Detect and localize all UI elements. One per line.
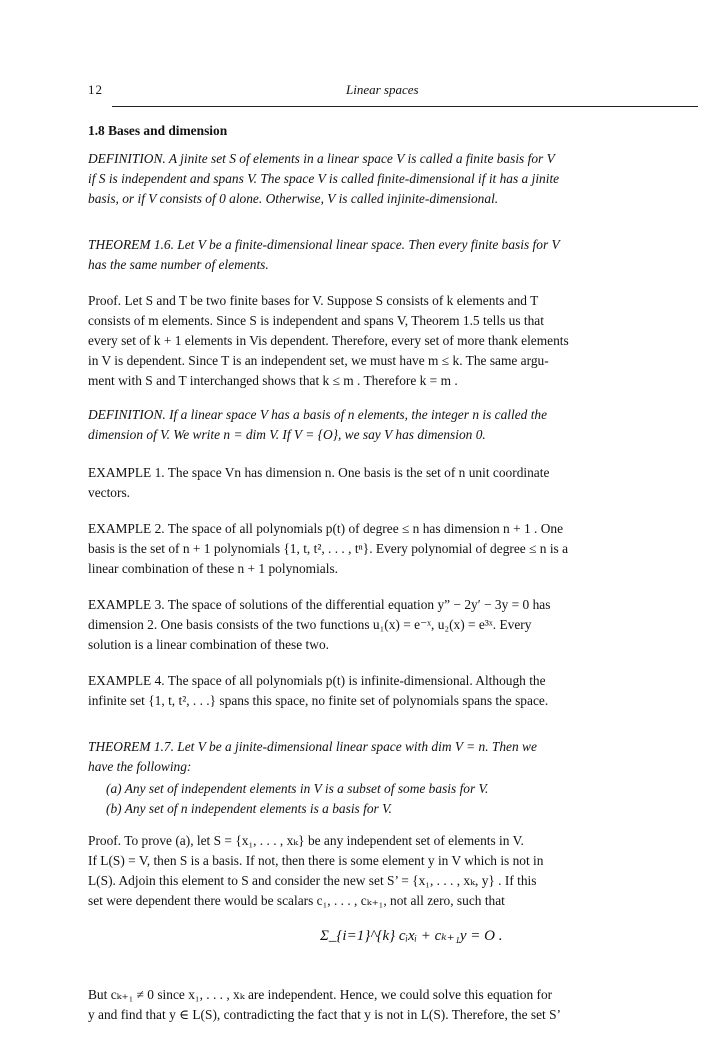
text-line: every set of k + 1 elements in Vis dependent. Therefore, every set of more thank elements [88, 333, 569, 348]
text-line: infinite set {1, t, t², . . .} spans this space, no finite set of polynomials spans the space. [88, 693, 549, 708]
text-line: basis is the set of n + 1 polynomials {1, t, t², . . . , tⁿ}. Every polynomial of degree ≤ n is a [88, 541, 569, 556]
section-heading: 1.8 Bases and dimension [88, 123, 228, 138]
text-line: have the following: [88, 759, 192, 774]
running-header [88, 82, 698, 104]
text-line: DEFINITION. If a linear space V has a basis of n elements, the integer n is called the [88, 407, 548, 422]
text-line: linear combination of these n + 1 polynomials. [88, 561, 339, 576]
text-line: But cₖ₊₁ ≠ 0 since x₁, . . . , xₖ are independent. Hence, we could solve this equation for [88, 987, 553, 1002]
text-line: has the same number of elements. [88, 257, 269, 272]
list-item: (a) Any set of independent elements in V is a subset of some basis for V. [106, 781, 489, 796]
text-line: ment with S and T interchanged shows that k ≤ m . Therefore k = m . [88, 373, 458, 388]
text-line: solution is a linear combination of these two. [88, 637, 329, 652]
text-line: consists of m elements. Since S is independent and spans V, Theorem 1.5 tells us that [88, 313, 544, 328]
text-line: in V is dependent. Since T is an independent set, we must have m ≤ k. The same argu- [88, 353, 549, 368]
text-line: EXAMPLE 4. The space of all polynomials p(t) is infinite-dimensional. Although the [88, 673, 546, 688]
text-line: THEOREM 1.7. Let V be a jinite-dimensional linear space with dim V = n. Then we [88, 739, 537, 754]
text-line: basis, or if V consists of 0 alone. Otherwise, V is called injinite-dimensional. [88, 191, 499, 206]
text-line: EXAMPLE 3. The space of solutions of the differential equation y” − 2y′ − 3y = 0 has [88, 597, 551, 612]
header-rule [112, 106, 698, 107]
text-line: DEFINITION. A jinite set S of elements in a linear space V is called a finite basis for V [88, 151, 555, 166]
text-line: EXAMPLE 1. The space Vn has dimension n. One basis is the set of n unit coordinate [88, 465, 550, 480]
text-line: dimension of V. We write n = dim V. If V = {O}, we say V has dimension 0. [88, 427, 486, 442]
text-line: vectors. [88, 485, 131, 500]
text-line: if S is independent and spans V. The space V is called finite-dimensional if it has a jinite [88, 171, 560, 186]
text-line: Proof. To prove (a), let S = {x₁, . . . , xₖ} be any independent set of elements in V. [88, 833, 524, 848]
text-line: set were dependent there would be scalars c₁, . . . , cₖ₊₁, not all zero, such that [88, 893, 505, 908]
text-line: Proof. Let S and T be two finite bases for V. Suppose S consists of k elements and T [88, 293, 539, 308]
text-line: If L(S) = V, then S is a basis. If not, then there is some element y in V which is not in [88, 853, 544, 868]
text-line: L(S). Adjoin this element to S and consider the new set S’ = {x₁, . . . , xₖ, y} . If this [88, 873, 537, 888]
text-line: dimension 2. One basis consists of the two functions u₁(x) = e⁻ˣ, u₂(x) = e³ˣ. Every [88, 617, 532, 632]
text-line: THEOREM 1.6. Let V be a finite-dimensional linear space. Then every finite basis for V [88, 237, 560, 252]
page-number: 12 [88, 82, 103, 97]
text-line: y and find that y ∈ L(S), contradicting the fact that y is not in L(S). Therefore, the set S’ [88, 1007, 562, 1022]
list-item: (b) Any set of n independent elements is a basis for V. [106, 801, 392, 816]
running-title: Linear spaces [346, 82, 419, 97]
text-line: EXAMPLE 2. The space of all polynomials p(t) of degree ≤ n has dimension n + 1 . One [88, 521, 564, 536]
display-formula: Σ_{i=1}^{k} cᵢxᵢ + cₖ₊₁y = O . [320, 928, 503, 944]
